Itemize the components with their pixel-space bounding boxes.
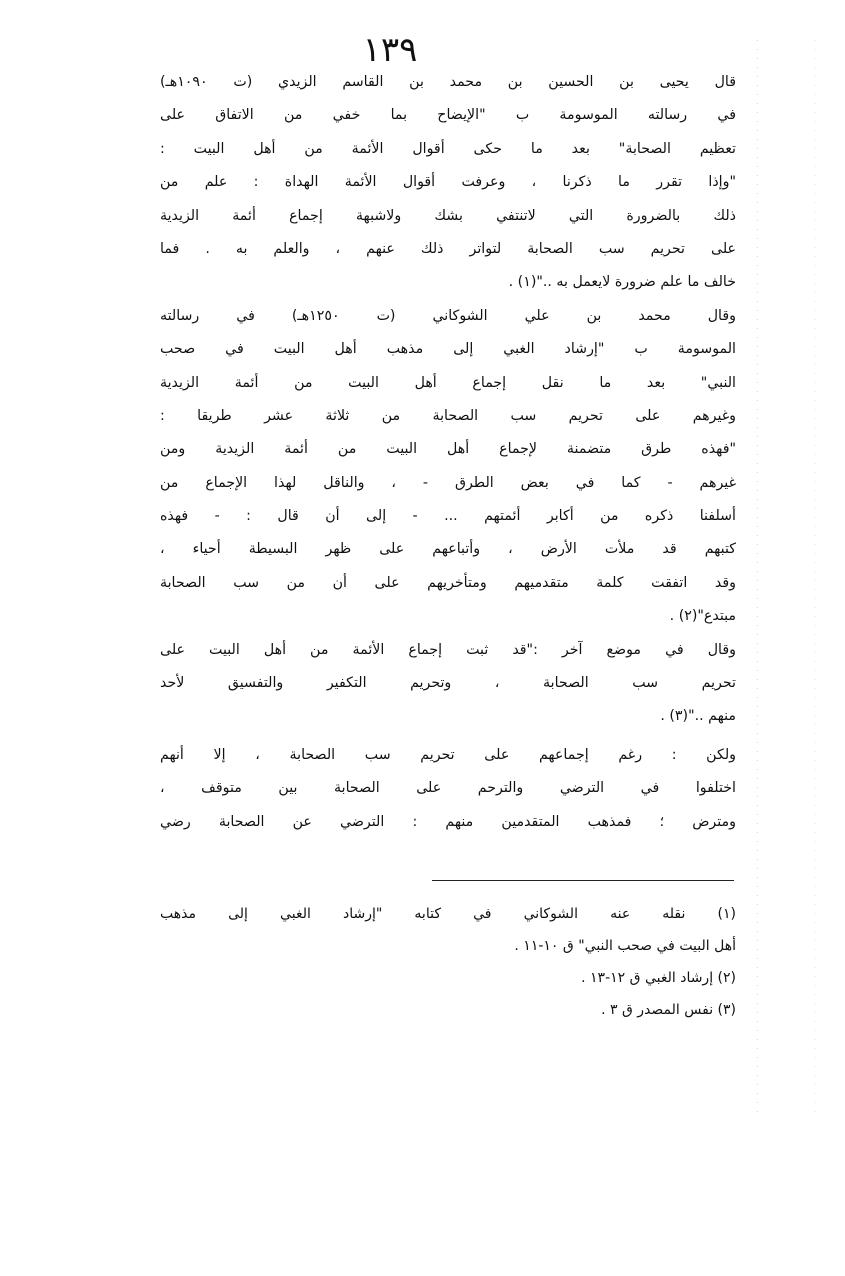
text-line: منهم .."(٣) . (660, 708, 736, 725)
text-line: تحريم سب الصحابة ، وتحريم التكفير والتفسيق لأحد (160, 675, 736, 692)
footnote-line: أهل البيت في صحب النبي" ق ١٠-١١ . (514, 938, 736, 954)
paragraph-2 (160, 300, 736, 634)
text-line: ولكن : رغم إجماعهم على تحريم سب الصحابة ، إلا أنهم (160, 746, 736, 763)
text-line: تعظيم الصحابة" بعد ما حكى أقوال الأئمة من أهل البيت : (160, 140, 736, 157)
footnotes (160, 898, 736, 1026)
paragraph-1 (160, 66, 736, 300)
text-line: ومترض ؛ فمذهب المتقدمين منهم : الترضي عن الصحابة رضي (160, 813, 736, 830)
footnote-line: (١) نقله عنه الشوكاني في كتابه "إرشاد الغبي إلى مذهب (160, 906, 736, 922)
text-line: الموسومة ب "إرشاد الغبي إلى مذهب أهل البيت في صحب (160, 341, 736, 358)
text-line: مبتدع"(٢) . (669, 608, 736, 625)
paragraph-4 (160, 739, 736, 839)
page-number: ١٣٩ (362, 30, 418, 70)
text-line: "فهذه طرق متضمنة لإجماع أهل البيت من أئمة الزيدية ومن (160, 441, 736, 458)
footnote-line: (٣) نفس المصدر ق ٣ . (601, 1002, 736, 1018)
text-line: على تحريم سب الصحابة لتواتر ذلك عنهم ، والعلم به . فما (160, 240, 736, 257)
footnote-separator (432, 880, 734, 881)
text-line: النبي" بعد ما نقل إجماع أهل البيت من أئمة الزيدية (160, 374, 736, 391)
body-text (160, 66, 736, 839)
text-line: غيرهم - كما في بعض الطرق - ، والناقل لهذا الإجماع من (160, 474, 736, 491)
text-line: وقال في موضع آخر :"قد ثبت إجماع الأئمة من أهل البيت على (160, 641, 736, 658)
text-line: كتبهم قد ملأت الأرض ، وأتباعهم على ظهر البسيطة أحياء ، (160, 541, 736, 558)
text-line: قال يحيى بن الحسين بن محمد بن القاسم الزيدي (ت ١٠٩٠هـ) (160, 74, 736, 90)
paragraph-3 (160, 634, 736, 734)
text-line: "وإذا تقرر ما ذكرنا ، وعرفت أقوال الأئمة الهداة : علم من (160, 174, 736, 191)
text-line: وقد اتفقت كلمة متقدميهم ومتأخريهم على أن من سب الصحابة (160, 574, 736, 591)
scan-margin-marks (749, 40, 789, 1120)
text-line: وغيرهم على تحريم سب الصحابة من ثلاثة عشر طريقا : (160, 407, 736, 424)
text-line: اختلفوا في الترضي والترحم على الصحابة بين متوقف ، (160, 780, 736, 797)
text-line: خالف ما علم ضرورة لايعمل به .."(١) . (508, 274, 736, 291)
footnote-line: (٢) إرشاد الغبي ق ١٢-١٣ . (581, 970, 736, 986)
scan-margin-marks (785, 40, 825, 1120)
text-line: أسلفنا ذكره من أكابر أئمتهم ... - إلى أن قال : - فهذه (160, 508, 736, 525)
text-line: وقال محمد بن علي الشوكاني (ت ١٢٥٠هـ) في رسالته (160, 307, 736, 324)
text-line: ذلك بالضرورة التي لاتنتفي بشك ولاشبهة إجماع أئمة الزيدية (160, 207, 736, 224)
text-line: في رسالته الموسومة ب "الإيضاح بما خفي من الاتفاق على (160, 107, 736, 124)
